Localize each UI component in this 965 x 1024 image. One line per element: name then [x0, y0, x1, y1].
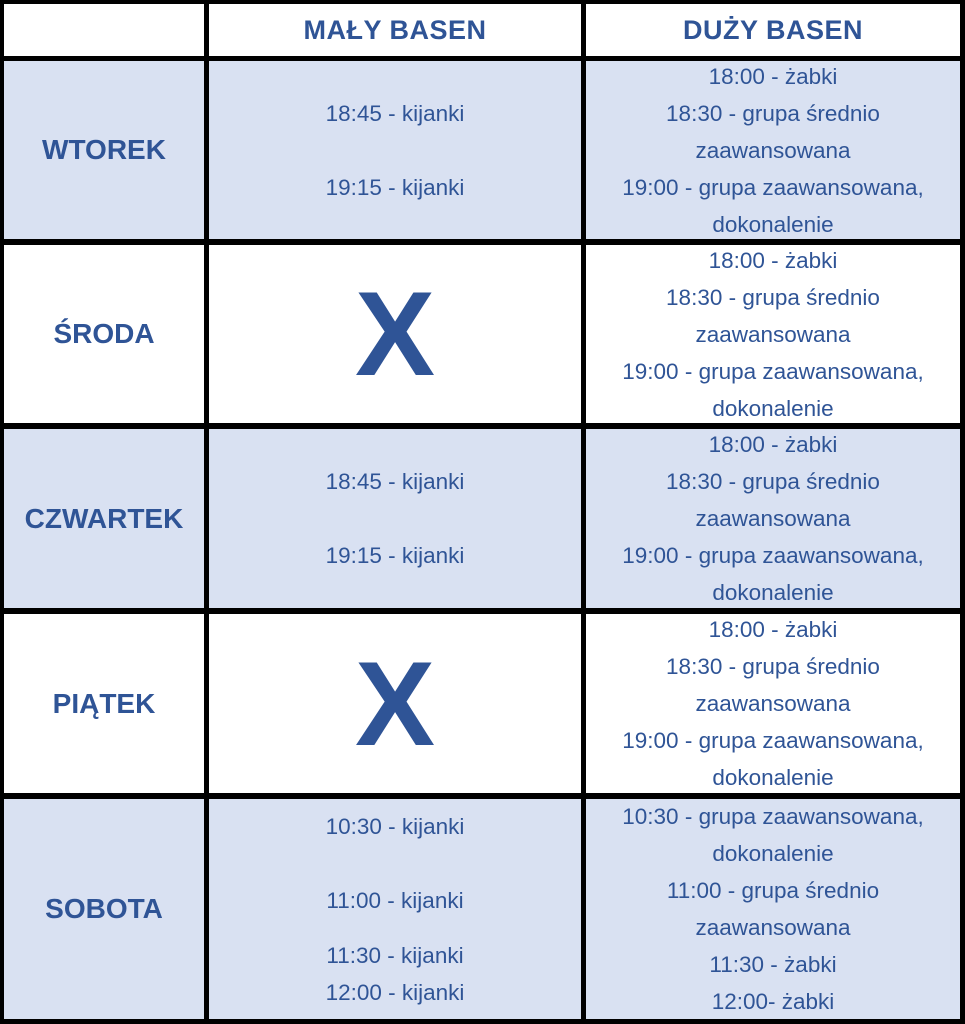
big-pool-cell-piatek [586, 614, 960, 793]
schedule-entry: 19:00 - grupa zaawansowana, [622, 728, 924, 753]
schedule-entry: zaawansowana [695, 506, 851, 531]
header-small-pool [209, 4, 581, 56]
schedule-entry: 12:00 - kijanki [325, 979, 465, 1005]
schedule-entry: dokonalenie [712, 395, 834, 421]
small-pool-cell-czwartek [209, 429, 581, 608]
small-pool-cell-sroda [209, 245, 581, 423]
small-pool-cell-piatek [209, 614, 581, 793]
header-small-pool-label: MAŁY BASEN [303, 14, 487, 45]
schedule-entry: 18:30 - grupa średnio [666, 100, 880, 126]
schedule-entry: zaawansowana [695, 915, 851, 940]
schedule-entry: dokonalenie [712, 211, 834, 237]
day-cell-sroda [4, 245, 204, 423]
header-big-pool [586, 4, 960, 56]
schedule-entry: 18:30 - grupa średnio [666, 654, 880, 679]
small-pool-cell-wtorek [209, 61, 581, 239]
header-big-pool-label: DUŻY BASEN [682, 14, 864, 45]
schedule-entry: 18:45 - kijanki [325, 469, 465, 494]
grid-line-row3 [0, 423, 965, 429]
schedule-entry: dokonalenie [712, 580, 834, 605]
schedule-entry: dokonalenie [712, 765, 834, 790]
no-class-mark: X [354, 636, 436, 771]
grid-line-col1 [204, 0, 209, 1024]
schedule-entry: 10:30 - kijanki [325, 813, 465, 839]
schedule-entry: zaawansowana [695, 321, 851, 347]
schedule-entry: 18:00 - żabki [708, 432, 838, 457]
schedule-entry: 19:00 - grupa zaawansowana, [622, 543, 924, 568]
schedule-entry: zaawansowana [695, 137, 851, 163]
schedule-entry: 18:00 - żabki [708, 247, 838, 273]
schedule-entry: 19:15 - kijanki [325, 174, 465, 200]
schedule-entry: 19:15 - kijanki [325, 543, 465, 568]
grid-line-row1 [0, 56, 965, 61]
big-pool-cell-sobota [586, 799, 960, 1019]
schedule-entry: 11:30 - żabki [709, 952, 837, 977]
day-label: PIĄTEK [52, 687, 156, 719]
big-pool-cell-sroda [586, 245, 960, 423]
schedule-entry: 12:00- żabki [711, 989, 835, 1014]
schedule-entry: 19:00 - grupa zaawansowana, [622, 358, 924, 384]
schedule-entry: 19:00 - grupa zaawansowana, [622, 174, 924, 200]
schedule-entry: 10:30 - grupa zaawansowana, [622, 804, 924, 829]
day-label: WTOREK [42, 134, 166, 165]
day-cell-czwartek [4, 429, 204, 608]
day-label: ŚRODA [53, 318, 155, 349]
day-cell-sobota [4, 799, 204, 1019]
big-pool-cell-czwartek [586, 429, 960, 608]
day-cell-wtorek [4, 61, 204, 239]
schedule-entry: dokonalenie [712, 841, 834, 866]
day-cell-piatek [4, 614, 204, 793]
grid-line-row5 [0, 793, 965, 799]
grid-line-left [0, 0, 4, 1024]
schedule-entry: 18:30 - grupa średnio [666, 284, 880, 310]
grid-line-col2 [581, 0, 586, 1024]
day-label: CZWARTEK [24, 502, 184, 534]
grid-line-row4 [0, 608, 965, 614]
schedule-entry: 18:00 - żabki [708, 617, 838, 642]
grid-line-top [0, 0, 965, 4]
schedule-entry: 11:30 - kijanki [326, 942, 464, 968]
schedule-entry: 18:45 - kijanki [325, 100, 465, 126]
schedule-entry: 11:00 - kijanki [326, 887, 464, 913]
grid-line-right [960, 0, 965, 1024]
day-label: SOBOTA [45, 893, 163, 924]
grid-line-bottom [0, 1019, 965, 1024]
schedule-entry: zaawansowana [695, 691, 851, 716]
big-pool-cell-wtorek [586, 61, 960, 239]
small-pool-cell-sobota [209, 799, 581, 1019]
no-class-mark: X [354, 267, 436, 401]
schedule-entry: 18:30 - grupa średnio [666, 469, 880, 494]
schedule-entry: 11:00 - grupa średnio [666, 878, 880, 903]
header-corner-cell [4, 4, 204, 56]
schedule-entry: 18:00 - żabki [708, 63, 838, 89]
grid-line-row2 [0, 239, 965, 245]
